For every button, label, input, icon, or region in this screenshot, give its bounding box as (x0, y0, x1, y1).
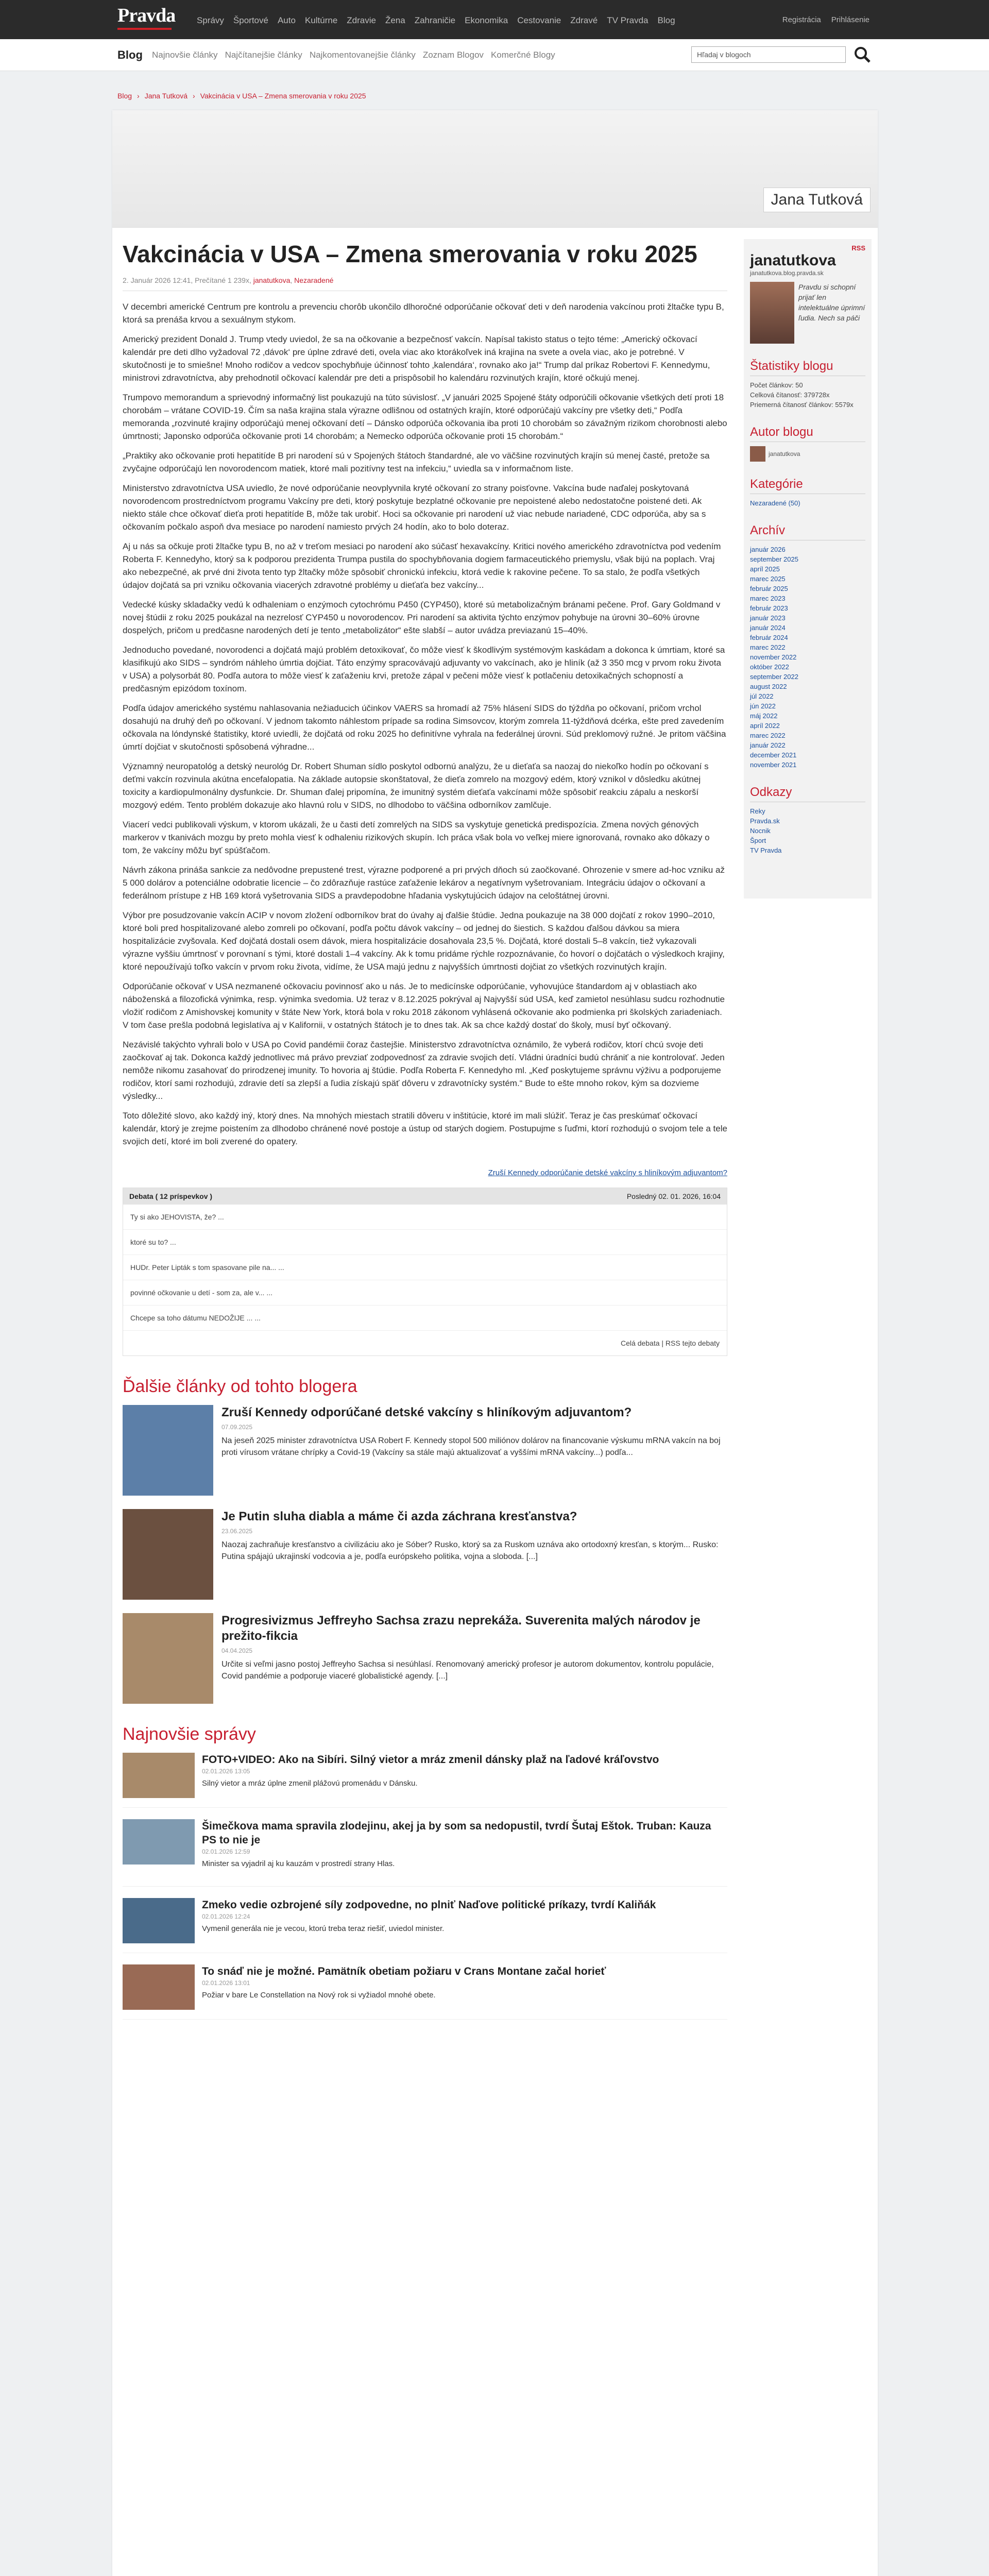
archive-title: Archív (750, 523, 865, 540)
top-nav (197, 15, 675, 26)
top-nav-item[interactable]: Zahraničie (414, 15, 456, 25)
blog-nav-item[interactable]: Najkomentovanejšie články (309, 50, 416, 60)
arch-item (750, 701, 865, 711)
blog-nav-item[interactable]: Najčítanejšie články (225, 50, 302, 60)
article-paragraph: Aj u nás sa očkuje proti žltačke typu B, no až v treťom mesiaci po narodení ako súčasť hexavakcíny. Kritici nového amerického zdravotníctva pod vedením Roberta F. Kennedyho, ktorý sa k podporou prezidenta Trumpa pustila do spochybňovania dogiem farmaceutického priemyslu, však bijú na poplach. Vraj ako nebezpečné, ak prvé dni života tento typ žltačky môže spôsobiť chronickú infekciu, ktorá vedie k rakovine pečene. To sa stalo, že podľa všetkých údajov dojčatá sa pri vzniku očkovania viacerých zdravotné problémy u dieťaťa bez vakcíny... (123, 541, 721, 590)
discussion (123, 1188, 727, 1356)
sidebar-author[interactable]: janatutkova (750, 252, 836, 269)
related-date: 23.06.2025 (221, 1528, 253, 1535)
related-thumb[interactable] (123, 1405, 213, 1496)
arch-item (750, 545, 865, 554)
news-text: Silný vietor a mráz úplne zmenil plážovú promenádu v Dánsku. (202, 1779, 418, 1788)
top-nav-item[interactable]: Blog (657, 15, 675, 25)
author-thumb[interactable] (750, 446, 765, 462)
article-paragraph: Výbor pre posudzovanie vakcín ACIP v novom zložení odborníkov brat do úvahy aj ďalšie štúdie. Jedna poukazuje na 38 000 dojčatí z rokov 1990–2010, ktoré boli pred hospitalizované alebo zomreli po očkovaní, podľa počtu dávok vakcíny – od jednej do šiestich. S každou ďalšou dávkou sa miera hospitalizácie zvyšovala. Keď dojčatá dostali osem dávok, miera hospitalizácie dosahovala 23,5 %. Dojčatá, ktoré dostali 5–8 vakcín, tiež vykazovali výrazne vyššiu úmrtnosť v porovnaní s tými, ktoré dostali 1–4 vakcíny. Ak k tomu pridáme rýchle rozpoznávanie, čo hovorí o dojčatách o výsledkoch krajiny, ktoré nepoužívajú toľko vakcín v prvom roku života, vidíme, že USA majú jednu z najvyšších úmrtnosti dojčiat zo všetkých rozvinutých krajín. (123, 910, 725, 972)
stats-item (750, 380, 865, 390)
top-nav-item[interactable]: Správy (197, 15, 224, 25)
related-title[interactable]: Zruší Kennedy odporúčané detské vakcíny s hliníkovým adjuvantom? (221, 1405, 632, 1419)
arch-link[interactable]: marec 2025 (750, 575, 786, 583)
top-nav-item[interactable]: Auto (277, 15, 296, 25)
related-item[interactable] (123, 1405, 727, 1496)
arch-link[interactable]: február 2025 (750, 585, 788, 592)
links-link[interactable]: Šport (750, 837, 766, 844)
top-bar (0, 0, 989, 39)
stats-link: Celková čítanosť: 379728x (750, 391, 830, 399)
article-paragraph: Toto dôležité slovo, ako každý iný, ktorý dnes. Na mnohých miestach stratili dôveru v inštitúcie, ktoré im mali slúžiť. Teraz je čas preskúmať očkovací kalendár, ktorý je zrejme poistením za dlhodobo chránené nové postoje a ústup od starých dogiem. Postupujme s ľuďmi, ktorí rozhodujú o svojom tele a tele svojich detí, ktoré im boli zverené do opatery. (123, 1111, 727, 1146)
logo-underline (117, 28, 172, 30)
links-link[interactable]: TV Pravda (750, 846, 782, 854)
register-link[interactable]: Registrácia (782, 15, 821, 24)
blog-nav (152, 50, 555, 60)
sidebar (744, 239, 872, 899)
arch-link[interactable]: október 2022 (750, 663, 789, 671)
related-date: 04.04.2025 (221, 1647, 253, 1654)
article-paragraph: Nezávislé takýchto vyhrali bolo v USA po Covid pandémii čoraz častejšie. Ministerstvo zdravotníctva oznámilo, že vyberá rodičov, ktorí chcú svoje deti zaočkovať aj tak. Dokonca každý jednotlivec má právo prevziať zodpovednosť za zdravie svojich detí. Vládni úradníci budú chrániť a nie kontrolovať. Jeden nemôže nikomu zasahovať do prirodzenej imunity. To hovoria aj štúdie. Podľa Roberta F. Kennedyho ml. „Keď poskytujeme správnu výživu a podporujeme rodičov, ktorí sami rozhodujú, zdravie detí sa zlepší a ľudia získajú späť dôveru v zdravotnícky systém.“ Bude to ešte mnoho rokov, kým sa dozvieme výsledky... (123, 1040, 725, 1101)
rss-link[interactable]: RSS (851, 244, 865, 252)
arch-item (750, 633, 865, 642)
related-title: Ďalšie články od tohto blogera (123, 1377, 357, 1396)
news-date: 02.01.2026 12:24 (202, 1913, 250, 1920)
links-item (750, 816, 865, 826)
related-thumb[interactable] (123, 1509, 213, 1600)
top-nav-item[interactable]: Cestovanie (517, 15, 561, 25)
source-link-row (123, 1168, 727, 1177)
stats-link: Priemerná čítanosť článkov: 5579x (750, 401, 854, 409)
arch-link[interactable]: november 2021 (750, 761, 797, 769)
stats-title: Štatistiky blogu (750, 359, 865, 376)
arch-item (750, 672, 865, 682)
arch-item (750, 613, 865, 623)
author-title: Autor blogu (750, 425, 865, 442)
top-nav-item[interactable]: Zdravie (347, 15, 376, 25)
arch-item (750, 584, 865, 594)
news-body (202, 1964, 606, 2010)
discussion-count: ( 12 príspevkov ) (155, 1192, 213, 1200)
arch-item (750, 691, 865, 701)
article-meta: 2. Január 2026 12:41, Prečítané 1 239x, janatutkova, Nezaradené (123, 276, 727, 291)
arch-item (750, 721, 865, 731)
top-nav-item[interactable]: TV Pravda (607, 15, 649, 25)
related-text: Naozaj zachraňuje kresťanstvo a civilizáciu ako je Sóber? Rusko, ktorý sa za Ruskom uznáva ako ortodoxný kresťan, s ktorým... Rusko: Putina spájajú ukrajinskí vodcovia a je, podľa európskeho politika, vojna a sloboda. [...] (221, 1540, 719, 1561)
news-date: 02.01.2026 13:01 (202, 1979, 250, 1987)
arch-link[interactable]: marec 2023 (750, 595, 786, 602)
arch-link[interactable]: marec 2022 (750, 732, 786, 739)
news-item[interactable] (123, 1753, 727, 1808)
sidebar-url[interactable]: janatutkova.blog.pravda.sk (750, 269, 824, 277)
latest-title: Najnovšie správy (123, 1724, 256, 1744)
news-thumb[interactable] (123, 1898, 195, 1943)
source-link[interactable]: Zruší Kennedy odporúčanie detské vakcíny s hliníkovým adjuvantom? (488, 1168, 727, 1177)
discussion-title[interactable]: Debata (129, 1192, 154, 1200)
news-text: Minister sa vyjadril aj ku kauzám v prostredí strany Hlas. (202, 1859, 395, 1868)
article-paragraph: Odporúčanie očkovať v USA nezmanené očkovaciu povinnosť ako u nás. Je to medicínske odporúčanie, vyhovujúce štandardom aj v oblastiach ako náboženská a filozofická výnimka, resp. výnimka svedomia. Už teraz v 8.12.2025 pokrýval aj Najvyšší súd USA, keď zamietol nesúhlasu sudcu rozhodnutie vložiť rodičom z Amishovskej komunity v štáte New York, ktorá bola v roku 2018 zákonom vyhlásená očkovanie ako podmienka pri školských zariadeniach. V tom čase prešla podobná legislatíva aj v Kalifornii, v ostatných štátoch je to dnes tak. Ak sa chce každý dostať do školy, musí byť očkovaný. (123, 981, 725, 1030)
related-text: Na jeseň 2025 minister zdravotníctva USA Robert F. Kennedy stopol 500 miliónov dolárov na financovanie výskumu mRNA vakcín na boj proti vírusom vrátane chrípky a Covid-19 (Vakcíny sa stále majú aktualizovať a vyššími mRNA vakcíny...) podľa... (221, 1436, 721, 1457)
arch-item (750, 642, 865, 652)
news-body (202, 1898, 656, 1943)
news-thumb[interactable] (123, 1964, 195, 2010)
arch-link[interactable]: február 2023 (750, 604, 788, 612)
masthead-author[interactable]: Jana Tutková (763, 188, 871, 212)
article-paragraph: Ministerstvo zdravotníctva USA uviedlo, že nové odporúčanie neovplyvnila kryté očkovaní zo strany poisťovne. Vakcína bude naďalej poskytovaná novorodencom prostredníctvom programu Vakcíny pre deti, ktorý poskytuje bezplatné očkovanie pre nepoistené alebo nedostatočne poistené deti. Ak niekto stále chce očkovať dieťa proti hepatitíde B, môže tak urobiť. Hoci sa očkovanie pri narodení už viac nebude nariadené, CDC odporúča, aby sa s očkovaním počkalo aspoň dva mesiace po narodení namiesto prvých 24 hodín, ako to bolo doteraz. (123, 483, 706, 532)
news-title[interactable]: Zmeko vedie ozbrojené síly zodpovedne, no plniť Naďove politické príkazy, tvrdí Kaliňák (202, 1899, 656, 1911)
article-date: 2. Január 2026 12:41, Prečítané 1 239x, (123, 276, 251, 284)
related-thumb[interactable] (123, 1613, 213, 1704)
news-title[interactable]: FOTO+VIDEO: Ako na Sibíri. Silný vietor a mráz zmenil dánsky plaž na ľadové kráľovstvo (202, 1754, 659, 1766)
article-body (123, 300, 727, 1148)
arch-item (750, 760, 865, 770)
arch-link[interactable]: január 2026 (750, 546, 786, 553)
links-link[interactable]: Nocnik (750, 827, 771, 835)
news-title[interactable]: To snáď nie je možné. Pamätník obetiam požiaru v Crans Montane začal horieť (202, 1965, 606, 1977)
stats-item (750, 390, 865, 400)
related-title[interactable]: Progresivizmus Jeffreyho Sachsa zrazu neprekáža. Suverenita malých národov je prežito-fikcia (221, 1614, 701, 1643)
news-item[interactable] (123, 1898, 727, 1953)
article-category-link[interactable]: Nezaradené (294, 276, 334, 284)
article-paragraph: Americký prezident Donald J. Trump vtedy uviedol, že sa na očkovanie a bezpečnosť vakcín. Napísal takisto status o tejto téme: „Americký očkovací kalendár pre deti dlho vyžadoval 72 ‚dávok‘ pre úplne zdravé deti, ovela viac ako ktorákoľvek iná krajina na svete a ovela viac, ako je potrebné. V skutočnosti je to smiešne! Mnoho rodičov a vedcov spochybňuje účinnosť tohto ‚kalendára‘, rovnako ako ja!“ Trump dal príkaz Robertovi F. Kennedymu, ministrovi zdravotníctva, aby prehodnotil očkovací kalendár pre deti a prispôsobil ho kalendáru rozvinutých krajín, ktoré očkujú menej. (123, 334, 710, 383)
news-text: Vymenil generála nie je vecou, ktorú treba teraz riešiť, uviedol minister. (202, 1924, 445, 1933)
arch-item (750, 750, 865, 760)
arch-item (750, 564, 865, 574)
arch-link[interactable]: marec 2022 (750, 643, 786, 651)
links-item (750, 836, 865, 845)
categories-title: Kategórie (750, 477, 865, 494)
arch-item (750, 662, 865, 672)
blog-nav-item[interactable]: Zoznam Blogov (422, 50, 484, 60)
related-item[interactable] (123, 1613, 727, 1704)
discussion-row[interactable]: HUDr. Peter Lipták s tom spasovane pile na... ... (123, 1255, 727, 1280)
author-thumb-label[interactable]: janatutkova (769, 450, 800, 457)
cats-link[interactable]: Nezaradené (50) (750, 499, 800, 507)
top-nav-item[interactable]: Zdravé (570, 15, 598, 25)
links-item (750, 806, 865, 816)
related-body (221, 1405, 727, 1496)
arch-link[interactable]: január 2022 (750, 741, 786, 749)
article-paragraph: „Praktiky ako očkovanie proti hepatitíde B pri narodení sú v Spojených štátoch štandardné, ale vo väčšine rozvinutých krajín sú menej časté, pretože sa zvyčajne odporúčajú len novorodencom matiek, ktoré mali pozitívny test na infekciu,“ uviedla sa v informačnom liste. (123, 451, 710, 473)
arch-link[interactable]: jún 2022 (750, 702, 776, 710)
breadcrumb-item: Vakcinácia v USA – Zmena smerovania v roku 2025 (200, 92, 366, 100)
arch-item (750, 740, 865, 750)
news-item[interactable] (123, 1964, 727, 2020)
article-paragraph: Podľa údajov amerického systému nahlasovania nežiaducich účinkov VAERS sa hromadí až 75% hlásení SIDS do týždňa po očkovaní, pričom vrchol dosahujú na druhý deň po očkovaní. V jednom takomto náhlestom prípade sa rodina Simsovcov, ktorým zomrela 11-týždňová dcérka, ešte pred zavedením očkovala na lóndynské štatistiky, ktoré uviedli, že dojčatá od roku 2025 ho definitívne vyhrala na federálnej úrovni. Súd preklomový ružné. Je pritom väčšina úmrtí dojčiat v skutočnosti spôsobená výhradne... (123, 703, 726, 752)
links-link[interactable]: Pravda.sk (750, 817, 780, 825)
top-nav-item[interactable]: Kultúrne (304, 15, 338, 25)
search-icon[interactable] (853, 45, 872, 64)
arch-link[interactable]: apríl 2022 (750, 722, 780, 730)
arch-item (750, 574, 865, 584)
news-item[interactable] (123, 1819, 727, 1887)
related-title[interactable]: Je Putin sluha diabla a máme či azda záchrana kresťanstva? (221, 1510, 577, 1523)
links-item (750, 845, 865, 855)
arch-item (750, 594, 865, 603)
arch-link[interactable]: január 2023 (750, 614, 786, 622)
arch-link[interactable]: september 2025 (750, 555, 798, 563)
blog-bar (0, 39, 989, 71)
related-body (221, 1613, 727, 1704)
arch-link[interactable]: apríl 2025 (750, 565, 780, 573)
news-text: Požiar v bare Le Constellation na Nový rok si vyžiadol mnohé obete. (202, 1991, 436, 1999)
pravda-logo[interactable]: Pravda (117, 5, 176, 26)
related-body (221, 1509, 727, 1600)
article-paragraph: V decembri americké Centrum pre kontrolu a prevenciu chorôb ukončilo dlhoročné odporúčanie očkovať deti v deň narodenia vakcínou proti žltačke typu B, ktorá sa prenáša krvou a sexuálnym stykom. (123, 302, 724, 325)
login-link[interactable]: Prihlásenie (831, 15, 869, 24)
blog-title[interactable]: Blog (117, 48, 143, 61)
arch-link[interactable]: december 2021 (750, 751, 797, 759)
author-desc: Pravdu si schopní prijať len intelektuálne úprimní ľudia. Nech sa páči (798, 283, 865, 322)
cats-item (750, 498, 865, 508)
arch-link[interactable]: január 2024 (750, 624, 786, 632)
arch-item (750, 731, 865, 740)
article (123, 239, 727, 2031)
avatar[interactable] (750, 282, 794, 344)
links-item (750, 826, 865, 836)
breadcrumb (117, 92, 366, 100)
news-body (202, 1819, 727, 1877)
related-text: Určite si veľmi jasno postoj Jeffreyho Sachsa si nesúhlasí. Renomovaný americký profesor je autorom dokumentov, kontrolu populácie, Covid pandémie a podporuje viaceré globalistické agendy. [...] (221, 1660, 714, 1681)
discussion-row[interactable]: ktoré su to? ... (123, 1230, 727, 1255)
article-paragraph: Trumpovo memorandum a sprievodný informačný list poukazujú na túto súvislosť. „V januári 2025 Spojené štáty odporúčili očkovanie všetkých detí proti 18 chorobám – vrátane COVID-19. Čím sa naša krajina stala výrazne odlišnou od ostatných krajín, ktoré odporúčajú vakcíny pre všetky deti,“ Podľa memoranda „rozvinuté krajiny odporúčajú menej očkovaní detí – Dánsko odporúča očkovania iba proti 10 chorobám so závažným rizikom chorobnosti alebo úmrtnosti; Japonsko odporúča očkovanie proti 14 chorobám; a Nemecko odporúča očkovanie proti 15 chorobám.“ (123, 393, 727, 441)
article-paragraph: Jednoducho povedané, novorodenci a dojčatá majú problém detoxikovať, čo môže viesť k škodlivým systémovým kaskádam a dokonca k úmrtiam, ktoré sa klasifikujú ako SIDS – syndróm náhleho úmrtia dojčiat. Táto enzýmy spracovávajú adjuvanty vo vakcínach, ako je hliník (až 3 350 mcg v prvom roku života v USA) a polysorbát 80. Podľa autora to môže viesť k zaťaženiu krvi, pretože zápal v pečeni môže viesť k potlačeniu detoxikačných schopností a predčasným epizódom toxínom. (123, 645, 725, 693)
discussion-last: Posledný 02. 01. 2026, 16:04 (626, 1192, 721, 1200)
news-date: 02.01.2026 13:05 (202, 1768, 250, 1775)
arch-link[interactable]: máj 2022 (750, 712, 778, 720)
top-nav-item[interactable]: Žena (385, 15, 405, 25)
author-box (750, 282, 865, 344)
blog-nav-item[interactable]: Najnovšie články (152, 50, 218, 60)
news-title[interactable]: Šimečkova mama spravila zlodejinu, akej ja by som sa nedopustil, tvrdí Šutaj Eštok. Truban: Kauza PS to nie je (202, 1820, 711, 1846)
top-nav-item[interactable]: Športové (233, 15, 268, 25)
arch-item (750, 652, 865, 662)
top-nav-item[interactable]: Ekonomika (465, 15, 508, 25)
arch-link[interactable]: júl 2022 (750, 692, 774, 700)
arch-link[interactable]: november 2022 (750, 653, 797, 661)
arch-link[interactable]: september 2022 (750, 673, 798, 681)
article-title: Vakcinácia v USA – Zmena smerovania v roku 2025 (123, 241, 697, 267)
breadcrumb-item[interactable]: Blog (117, 92, 132, 100)
article-paragraph: Návrh zákona prináša sankcie za nedôvodne prepustené trest, výrazne podporené a pri prvých dňoch sú zaočkované. Ohrozenie v smere ad-hoc vzniku až 5 000 dolárov a potenciálne odobratie licencie – čo zdôrazňuje rastúce zaťaženie lekárov a negatívnym vyšetrovaniam. Integráciu údajov o očkovaní a federálnom prístupe z HB 169 ktorá vyšetrovania SIDS a pravdepodobne hľadania vyskytujúcich údajov na celoštátnej úrovni. (123, 865, 725, 901)
arch-item (750, 711, 865, 721)
breadcrumb-item[interactable]: Jana Tutková (144, 92, 187, 100)
search-input[interactable]: Hľadaj v blogoch (691, 46, 846, 63)
links-title: Odkazy (750, 785, 865, 802)
arch-link[interactable]: august 2022 (750, 683, 787, 690)
links-link[interactable]: Reky (750, 807, 765, 815)
blog-nav-item[interactable]: Komerčné Blogy (490, 50, 555, 60)
stats-link: Počet článkov: 50 (750, 381, 803, 389)
discussion-row[interactable]: Ty si ako JEHOVISTA, že? ... (123, 1205, 727, 1230)
account-links (782, 15, 869, 24)
news-thumb[interactable] (123, 1819, 195, 1865)
article-paragraph: Významný neuropatológ a detský neurológ Dr. Robert Shuman sídlo poskytol odbornú analýzu, že u dieťaťa sa naozaj do niekoľko hodín po očkovaní s deťmi vakcín rozvinula akútna encefalopatia. Na základe autopsie skonštatoval, že dieťa zomrelo na mozgový edém, ktorý vznikol v dôsledku akútnej toxicity a kardiopulmonálny dysfunkcie. Dr. Shuman ďalej pripomína, že imunitný systém dieťaťa vakcínami môže spôsobiť reakciu zápalu a neskorší mozgový edém. Tento problém dokazuje ako hlavnú rolu v SIDS, no dlhodobo to väčšina odborníkov zamlčuje. (123, 761, 709, 810)
news-date: 02.01.2026 12:59 (202, 1848, 250, 1855)
article-paragraph: Vedecké kúsky skladačky vedú k odhaleniam o enzýmoch cytochrómu P450 (CYP450), ktoré sú metabolizačným bránami pečene. Prof. Gary Goldmand v novej štúdii z roku 2025 poukázal na nezrelosť CYP450 u novorodencov. Pri narodení sa aktivita týchto enzýmov pohybuje na úrovni 30–60% úrovne dospelých, pričom u predčasne narodených detí je tento „metabolizátor“ ešte slabší – autor uvádza previazanú 15–40%. (123, 600, 721, 635)
related-date: 07.09.2025 (221, 1423, 253, 1431)
stats-item (750, 400, 865, 410)
discussion-footer[interactable]: Celá debata | RSS tejto debaty (621, 1339, 720, 1347)
related-item[interactable] (123, 1509, 727, 1600)
blog-masthead (112, 110, 878, 228)
article-author-link[interactable]: janatutkova (253, 276, 291, 284)
discussion-row[interactable]: povinné očkovanie u detí - som za, ale v... ... (123, 1280, 727, 1306)
discussion-row[interactable]: Chcepe sa toho dátumu NEDOŽIJE ... ... (123, 1306, 727, 1331)
breadcrumb-sep: › (192, 92, 195, 100)
arch-item (750, 603, 865, 613)
arch-item (750, 682, 865, 691)
news-body (202, 1753, 659, 1798)
blog-container (112, 110, 878, 2576)
arch-link[interactable]: február 2024 (750, 634, 788, 641)
discussion-header (123, 1188, 727, 1205)
article-paragraph: Viacerí vedci publikovali výskum, v ktorom ukázali, že u časti detí zomrelých na SIDS sa vyskytuje genetická predispozícia. Zmena nových génových markerov v tkanivách mozgu by preto mohla viesť k odhaleniu rizikových skupín. Ich práca však bola vo veľkej miere ignorovaná, rovnako ako dôkazy o tom, že vakcíny môžu byť spúšťačom. (123, 820, 710, 855)
breadcrumb-sep: › (137, 92, 140, 100)
news-thumb[interactable] (123, 1753, 195, 1798)
arch-item (750, 623, 865, 633)
arch-item (750, 554, 865, 564)
